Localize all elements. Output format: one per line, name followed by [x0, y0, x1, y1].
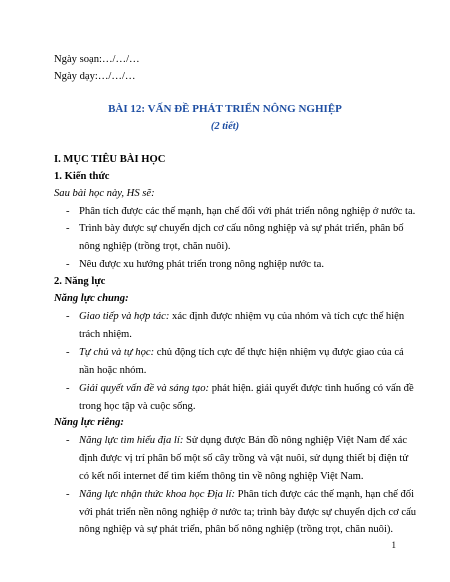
knowledge-bullet-cont: nông nghiệp (trồng trọt, chăn nuôi). — [79, 241, 231, 252]
specific-item: Năng lực tìm hiểu địa lí: Sử dụng được Bản đồ nông nghiệp Việt Nam để xác — [79, 435, 408, 446]
specific-item-cont: với phát triển nền nông nghiệp ở nước ta; trình bày được sự chuyển dịch cơ cấu — [79, 507, 417, 518]
bullet-dash: - — [66, 206, 70, 217]
date-prepared: Ngày soạn:…/…/… — [54, 54, 140, 65]
general-item: Giải quyết vấn đề và sáng tạo: phát hiện. giải quyết được tình huống có vấn đề — [79, 383, 414, 394]
page-number: 1 — [391, 540, 396, 550]
general-item-cont: trách nhiệm. — [79, 329, 132, 340]
specific-item-cont: nông nghiệp và sự phát triển, phân bố nông nghiệp (trồng trọt, chăn nuôi). — [79, 524, 394, 535]
knowledge-heading: 1. Kiến thức — [54, 171, 110, 182]
bullet-dash: - — [66, 489, 70, 500]
specific-item: Năng lực nhận thức khoa học Địa lí: Phân tích được các thế mạnh, hạn chế đối — [79, 489, 415, 500]
knowledge-bullet: Nêu được xu hướng phát triển trong nông nghiệp nước ta. — [79, 259, 324, 270]
specific-item-cont: có kết nối internet để tìm kiếm thông tin về nông nghiệp Việt Nam. — [79, 471, 364, 482]
lesson-duration: (2 tiết) — [210, 121, 240, 132]
section-heading: I. MỤC TIÊU BÀI HỌC — [54, 154, 166, 165]
lesson-title: BÀI 12: VẤN ĐỀ PHÁT TRIỂN NÔNG NGHIỆP — [108, 103, 342, 115]
specific-item-cont: định được vị trí phân bố một số cây trồng và vật nuôi, sử dụng thiết bị điện tử — [79, 453, 409, 464]
bullet-dash: - — [66, 435, 70, 446]
bullet-dash: - — [66, 383, 70, 394]
competence-heading: 2. Năng lực — [54, 276, 106, 287]
bullet-dash: - — [66, 223, 70, 234]
general-competence-heading: Năng lực chung: — [54, 293, 129, 304]
general-item: Giao tiếp và hợp tác: xác định được nhiệm vụ của nhóm và tích cực thể hiện — [79, 311, 405, 322]
knowledge-intro: Sau bài học này, HS sẽ: — [54, 188, 155, 199]
general-item-cont: nần hoặc nhóm. — [79, 365, 147, 376]
general-item-cont: trong học tập và cuộc sống. — [79, 401, 196, 412]
bullet-dash: - — [66, 259, 70, 270]
knowledge-bullet: Phân tích được các thế mạnh, hạn chế đối với phát triển nông nghiệp ở nước ta. — [79, 206, 416, 217]
general-item: Tự chủ và tự học: chủ động tích cực để thực hiện nhiệm vụ được giao của cá — [79, 347, 404, 358]
knowledge-bullet: Trình bày được sự chuyển dịch cơ cấu nông nghiệp và sự phát triển, phân bố — [79, 223, 404, 234]
bullet-dash: - — [66, 347, 70, 358]
date-taught: Ngày dạy:…/…/… — [54, 71, 136, 82]
bullet-dash: - — [66, 311, 70, 322]
specific-competence-heading: Năng lực riêng: — [54, 417, 124, 428]
